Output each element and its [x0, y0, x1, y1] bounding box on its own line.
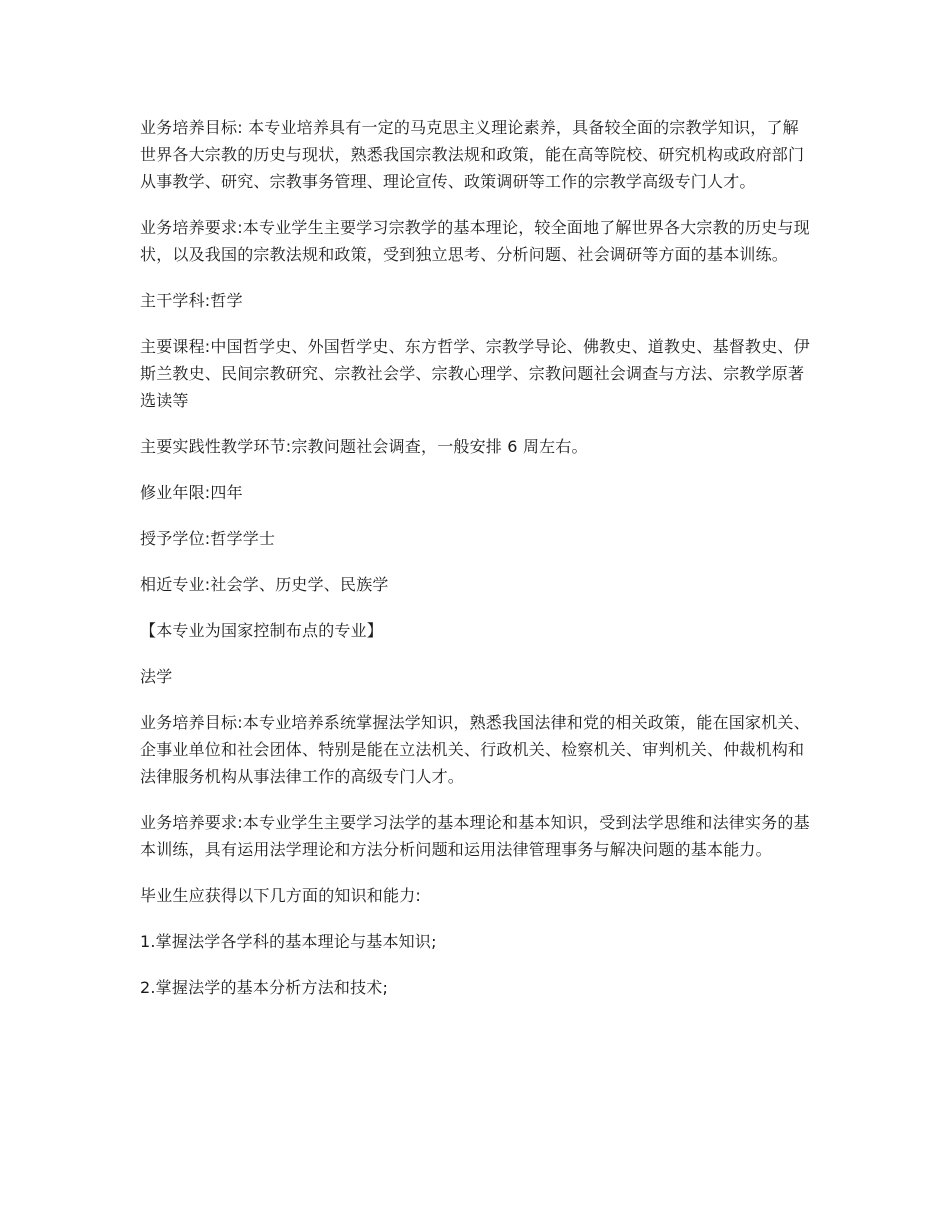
paragraph-religion-goal: 业务培养目标: 本专业培养具有一定的马克思主义理论素养，具备较全面的宗教学知识，了解世界各大宗教的历史与现状，熟悉我国宗教法规和政策，能在高等院校、研究机构或政府部门从事教学、研究、宗教事务管理、理论宣传、政策调研等工作的宗教学高级专门人才。	[140, 118, 805, 191]
paragraph-law-requirement: 业务培养要求:本专业学生主要学习法学的基本理论和基本知识，受到法学思维和法律实务的基本训练，具有运用法学理论和方法分析问题和运用法律管理事务与解决问题的基本能力。	[140, 813, 810, 859]
list-item-2: 2.掌握法学的基本分析方法和技术;	[140, 978, 389, 997]
paragraph-law-goal: 业务培养目标:本专业培养系统掌握法学知识，熟悉我国法律和党的相关政策，能在国家机关、企事业单位和社会团体、特别是能在立法机关、行政机关、检察机关、审判机关、仲裁机构和法律服务机构从事法律工作的高级专门人才。	[140, 713, 810, 786]
list-item-1: 1.掌握法学各学科的基本理论与基本知识;	[140, 932, 437, 951]
paragraph-controlled-note: 【本专业为国家控制布点的专业】	[140, 621, 384, 640]
document-body	[140, 114, 812, 1020]
section-title-law: 法学	[140, 667, 173, 686]
paragraph-main-discipline: 主干学科:哲学	[140, 291, 243, 310]
paragraph-main-courses: 主要课程:中国哲学史、外国哲学史、东方哲学、宗教学导论、佛教史、道教史、基督教史、伊斯兰教史、民间宗教研究、宗教社会学、宗教心理学、宗教问题社会调查与方法、宗教学原著选读等	[140, 337, 810, 410]
paragraph-religion-requirement: 业务培养要求:本专业学生主要学习宗教学的基本理论，较全面地了解世界各大宗教的历史与现状，以及我国的宗教法规和政策，受到独立思考、分析问题、社会调研等方面的基本训练。	[140, 218, 810, 264]
paragraph-related-majors: 相近专业:社会学、历史学、民族学	[140, 575, 389, 594]
paragraph-graduate-abilities: 毕业生应获得以下几方面的知识和能力:	[140, 886, 421, 905]
paragraph-degree: 授予学位:哲学学士	[140, 529, 276, 548]
paragraph-duration: 修业年限:四年	[140, 483, 243, 502]
paragraph-practice: 主要实践性教学环节:宗教问题社会调查，一般安排 6 周左右。	[140, 437, 588, 456]
